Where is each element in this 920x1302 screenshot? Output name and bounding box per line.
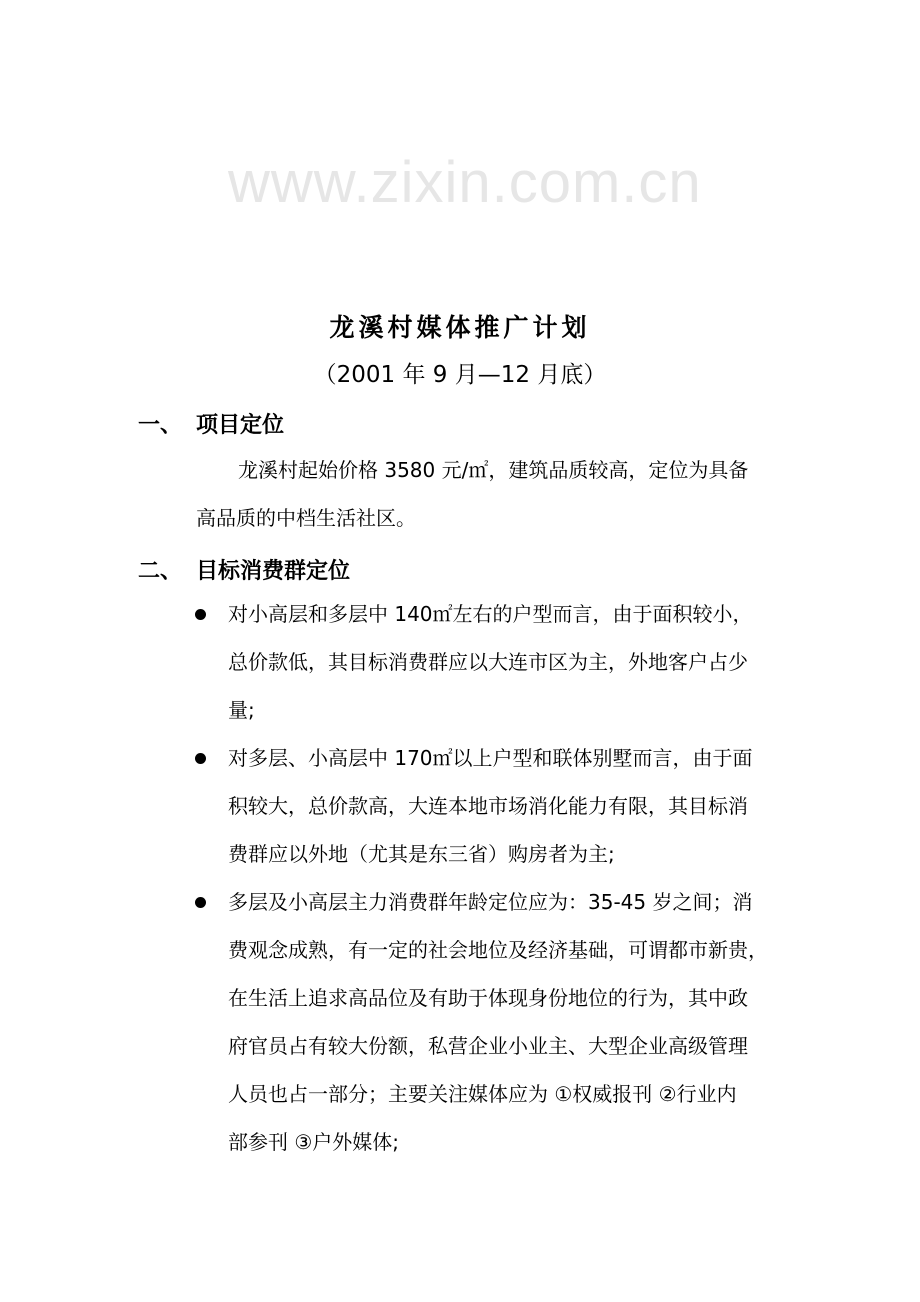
bullet-icon (195, 897, 206, 908)
bullet-line: 量; (228, 698, 255, 722)
bullet-line: 对多层、小高层中 170㎡以上户型和联体别墅而言，由于面 (228, 746, 753, 770)
document-subtitle: （2001 年 9 月—12 月底） (313, 362, 607, 388)
section-2-heading: 目标消费群定位 (196, 559, 351, 584)
paragraph-line: 龙溪村起始价格 3580 元/㎡，建筑品质较高，定位为具备 (238, 458, 749, 482)
bullet-line: 费群应以外地（尤其是东三省）购房者为主; (228, 842, 615, 866)
section-1-heading: 项目定位 (196, 413, 285, 438)
bullet-icon (195, 753, 206, 764)
bullet-icon (195, 609, 206, 620)
bullet-line: 总价款低，其目标消费群应以大连市区为主，外地客户占少 (228, 650, 748, 674)
document-title: 龙溪村媒体推广计划 (329, 313, 591, 342)
section-2-number: 二、 (138, 559, 183, 584)
bullet-line: 人员也占一部分；主要关注媒体应为 ①权威报刊 ②行业内 (228, 1082, 737, 1106)
bullet-line: 对小高层和多层中 140㎡左右的户型而言，由于面积较小， (228, 602, 753, 626)
section-1-number: 一、 (138, 413, 183, 438)
bullet-line: 部参刊 ③户外媒体; (228, 1130, 400, 1154)
bullet-line: 多层及小高层主力消费群年龄定位应为：35-45 岁之间；消 (228, 890, 753, 914)
watermark: www.zixin.com.cn (228, 150, 702, 215)
bullet-line: 在生活上追求高品位及有助于体现身份地位的行为，其中政 (228, 986, 748, 1010)
bullet-line: 费观念成熟，有一定的社会地位及经济基础，可谓都市新贵， (228, 938, 768, 962)
paragraph-line: 高品质的中档生活社区。 (196, 506, 416, 530)
bullet-line: 府官员占有较大份额，私营企业小业主、大型企业高级管理 (228, 1034, 748, 1058)
bullet-line: 积较大，总价款高，大连本地市场消化能力有限，其目标消 (228, 794, 748, 818)
